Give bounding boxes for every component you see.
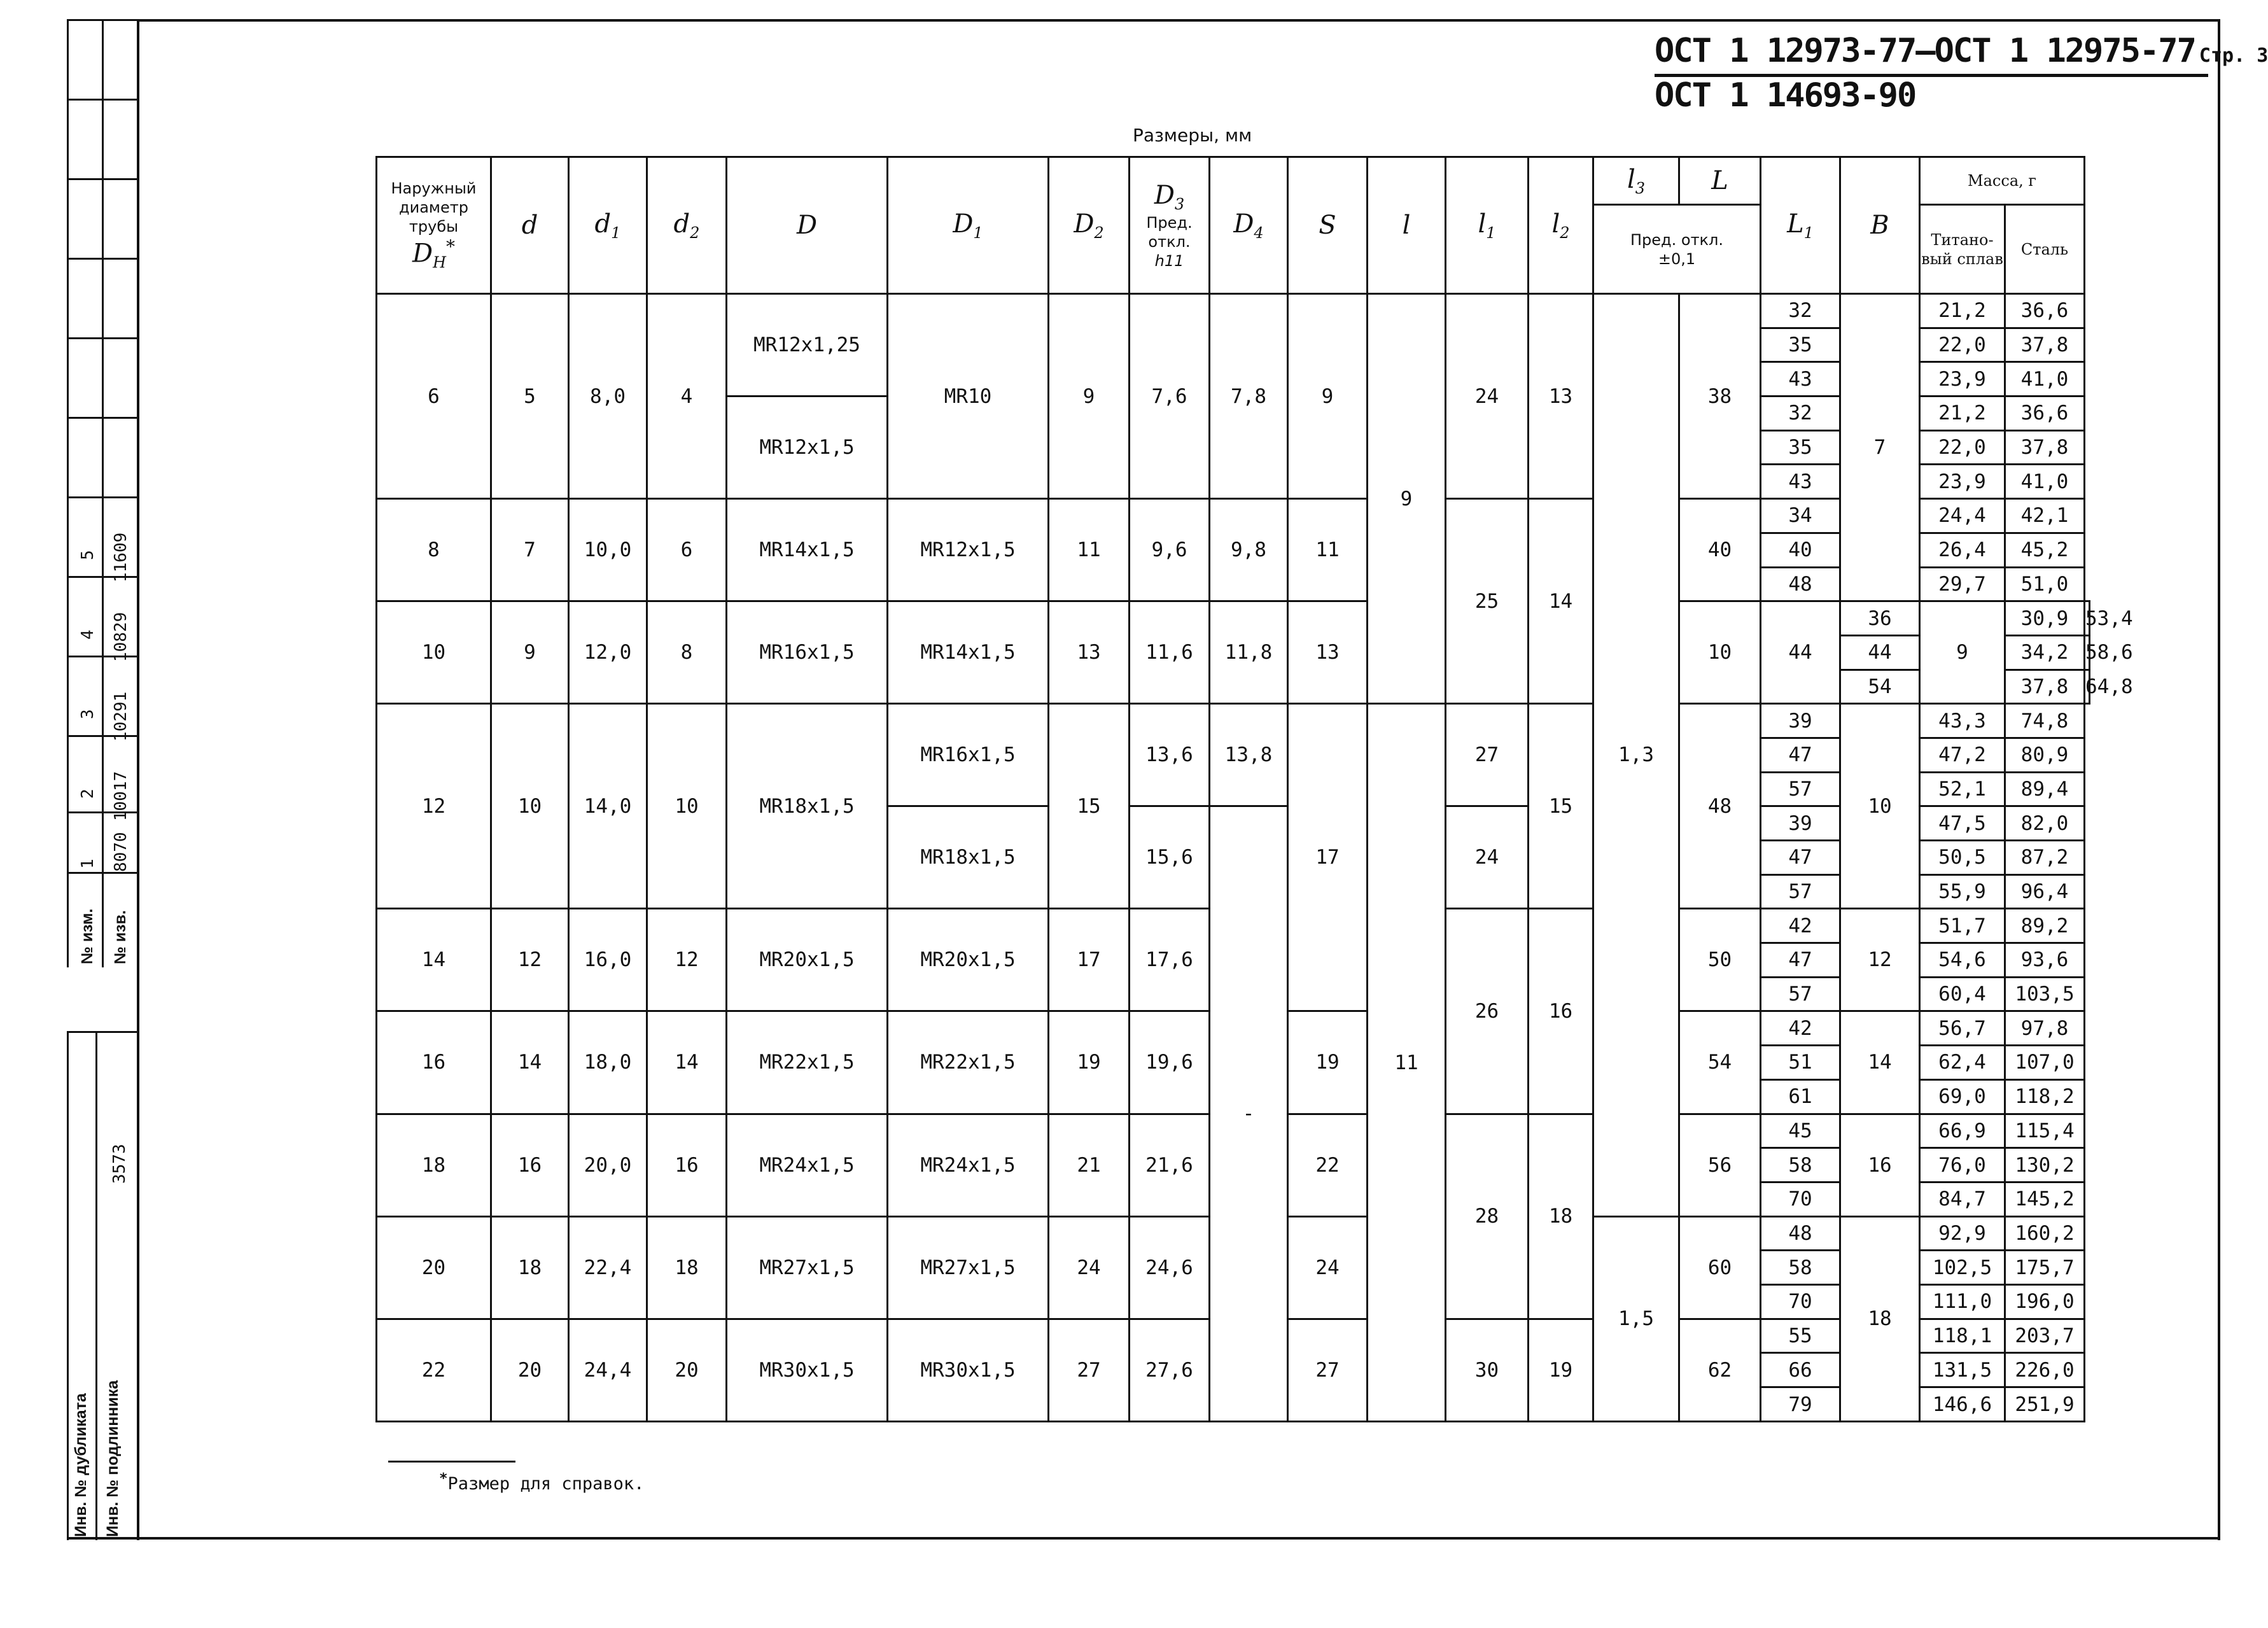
table-cell: 20,0 <box>569 1114 647 1216</box>
table-cell: 21,6 <box>1130 1114 1210 1216</box>
table-cell: 19 <box>1529 1319 1593 1421</box>
col-D: D <box>727 157 888 294</box>
table-cell: 1,3 <box>1593 294 1679 1217</box>
mass-titanium-cell: 102,5 <box>1920 1251 2005 1285</box>
original-inventory-label: Инв. № подлинника <box>104 1380 122 1537</box>
table-cell: 6 <box>377 294 491 499</box>
table-cell: 24,6 <box>1130 1216 1210 1319</box>
mass-steel-cell: 53,4 <box>2085 601 2090 636</box>
table-cell: 16 <box>647 1114 727 1216</box>
mass-titanium-cell: 29,7 <box>1920 567 2005 601</box>
col-L: L <box>1679 157 1761 205</box>
l1-length-cell: 35 <box>1761 328 1840 362</box>
mass-titanium-cell: 23,9 <box>1920 362 2005 396</box>
mass-steel-cell: 89,2 <box>2005 909 2085 943</box>
l1-length-cell: 34 <box>1761 499 1840 533</box>
table-cell: 18 <box>491 1216 569 1319</box>
mass-steel-cell: 36,6 <box>2005 294 2085 328</box>
notice-3: 10291 <box>111 691 130 741</box>
mass-titanium-cell: 43,3 <box>1920 704 2005 738</box>
table-cell: 19 <box>1049 1011 1130 1114</box>
table-cell: 24 <box>1446 294 1529 499</box>
table-cell: MR30x1,5 <box>888 1319 1049 1421</box>
table-cell: 7,6 <box>1130 294 1210 499</box>
table-cell: 13 <box>1529 294 1593 499</box>
col-d2: $d_2$ <box>647 157 727 294</box>
table-cell: MR24x1,5 <box>888 1114 1049 1216</box>
l1-length-cell: 42 <box>1761 1011 1840 1046</box>
table-cell: 48 <box>1679 704 1761 909</box>
table-cell: 14 <box>1529 499 1593 704</box>
table-cell: 13,8 <box>1210 704 1288 806</box>
table-row <box>377 704 2090 738</box>
mass-steel-cell: 107,0 <box>2005 1046 2085 1080</box>
mass-steel-cell: 226,0 <box>2005 1353 2085 1387</box>
table-cell: 18 <box>377 1114 491 1216</box>
table-cell: MR10 <box>888 294 1049 499</box>
table-cell: 38 <box>1679 294 1761 499</box>
mass-titanium-cell: 22,0 <box>1920 328 2005 362</box>
mass-titanium-cell: 52,1 <box>1920 772 2005 806</box>
table-cell: 4 <box>647 294 727 499</box>
table-cell: 16 <box>1840 1114 1920 1216</box>
col-D2: $D_2$ <box>1049 157 1130 294</box>
table-cell: 18 <box>1529 1114 1593 1319</box>
l1-length-cell: 36 <box>1840 601 1920 636</box>
table-cell: 11,8 <box>1210 601 1288 704</box>
table-cell: MR27x1,5 <box>888 1216 1049 1319</box>
table-cell: 15,6 <box>1130 806 1210 909</box>
mass-steel-cell: 37,8 <box>2005 328 2085 362</box>
table-cell: 9 <box>1920 601 2005 704</box>
l1-length-cell: 58 <box>1761 1148 1840 1182</box>
mass-titanium-cell: 69,0 <box>1920 1079 2005 1114</box>
col-outer-diameter-label: Наружный диаметр трубы <box>391 179 477 236</box>
mass-steel-cell: 160,2 <box>2005 1216 2085 1251</box>
col-D1: $D_1$ <box>888 157 1049 294</box>
table-cell: MR14x1,5 <box>727 499 888 601</box>
table-cell: 20 <box>377 1216 491 1319</box>
table-cell: 60 <box>1679 1216 1761 1319</box>
table-cell: 50 <box>1679 909 1761 1011</box>
table-cell: 9 <box>1288 294 1368 499</box>
table-cell: 12 <box>377 704 491 909</box>
table-cell: 18 <box>647 1216 727 1319</box>
l1-length-cell: 79 <box>1761 1387 1840 1422</box>
table-cell: 7 <box>1840 294 1920 601</box>
l1-length-cell: 57 <box>1761 772 1840 806</box>
mass-titanium-cell: 47,2 <box>1920 738 2005 772</box>
table-cell: 26 <box>1446 909 1529 1114</box>
table-cell: MR22x1,5 <box>727 1011 888 1114</box>
table-cell: 16,0 <box>569 909 647 1011</box>
mass-titanium-cell: 23,9 <box>1920 465 2005 499</box>
change-1: 1 <box>78 859 97 869</box>
table-cell: 9,6 <box>1130 499 1210 601</box>
mass-titanium-cell: 55,9 <box>1920 874 2005 909</box>
mass-titanium-cell: 37,8 <box>2005 670 2085 704</box>
mass-titanium-cell: 47,5 <box>1920 806 2005 841</box>
table-cell: 24 <box>1288 1216 1368 1319</box>
mass-titanium-cell: 111,0 <box>1920 1284 2005 1319</box>
mass-steel-cell: 51,0 <box>2005 567 2085 601</box>
l1-length-cell: 48 <box>1761 567 1840 601</box>
table-cell: 22 <box>1288 1114 1368 1216</box>
table-cell: 17 <box>1049 909 1130 1011</box>
l1-length-cell: 40 <box>1761 533 1840 567</box>
l1-length-cell: 44 <box>1840 635 1920 670</box>
table-row <box>377 294 2090 328</box>
table-cell: 19,6 <box>1130 1011 1210 1114</box>
col-S: S <box>1288 157 1368 294</box>
notice-number-label: № изв. <box>111 910 129 964</box>
notice-5: 11609 <box>111 532 130 582</box>
table-cell: 14,0 <box>569 704 647 909</box>
table-cell: 24 <box>1446 806 1529 909</box>
table-cell: 40 <box>1679 499 1761 601</box>
mass-titanium-cell: 146,6 <box>1920 1387 2005 1422</box>
table-cell: 11 <box>1368 704 1446 1422</box>
l1-length-cell: 54 <box>1840 670 1920 704</box>
l1-length-cell: 45 <box>1761 1114 1840 1148</box>
table-cell: MR12x1,5 <box>888 499 1049 601</box>
col-l3-L-tolerance: Пред. откл. ±0,1 <box>1593 205 1761 294</box>
table-cell: 20 <box>647 1319 727 1421</box>
col-outer-diameter: Наружный диаметр трубы $D_H^*$ <box>377 157 491 294</box>
table-cell: 10 <box>377 601 491 704</box>
table-cell: 9 <box>491 601 569 704</box>
table-cell: MR20x1,5 <box>727 909 888 1011</box>
page-label: Стр. 3 <box>2199 45 2268 67</box>
table-cell: 14 <box>377 909 491 1011</box>
table-cell: 12 <box>1840 909 1920 1011</box>
col-mass: Масса, г <box>1920 157 2085 205</box>
table-cell: 16 <box>491 1114 569 1216</box>
table-cell: 30 <box>1446 1319 1529 1421</box>
mass-steel-cell: 41,0 <box>2005 362 2085 396</box>
table-cell: 20 <box>491 1319 569 1421</box>
mass-titanium-cell: 22,0 <box>1920 430 2005 465</box>
side-stamp <box>67 19 137 1540</box>
table-cell: MR27x1,5 <box>727 1216 888 1319</box>
table-cell: MR22x1,5 <box>888 1011 1049 1114</box>
table-cell: 27 <box>1446 704 1529 806</box>
table-body <box>377 294 2133 1422</box>
table-row <box>377 601 2090 636</box>
table-cell: MR30x1,5 <box>727 1319 888 1421</box>
change-2: 2 <box>78 789 97 799</box>
mass-steel-cell: 175,7 <box>2005 1251 2085 1285</box>
dimensions-table <box>375 156 2133 1422</box>
mass-steel-cell: 37,8 <box>2005 430 2085 465</box>
table-cell: 15 <box>1049 704 1130 909</box>
footnote-rule <box>388 1461 515 1463</box>
l1-length-cell: 70 <box>1761 1284 1840 1319</box>
mass-steel-cell: 196,0 <box>2005 1284 2085 1319</box>
duplicate-inventory-label: Инв. № дубликата <box>72 1393 90 1537</box>
mass-titanium-cell: 118,1 <box>1920 1319 2005 1353</box>
l1-length-cell: 47 <box>1761 738 1840 772</box>
mass-steel-cell: 130,2 <box>2005 1148 2085 1182</box>
mass-titanium-cell: 84,7 <box>1920 1182 2005 1216</box>
mass-titanium-cell: 50,5 <box>1920 841 2005 875</box>
table-cell: 7,8 <box>1210 294 1288 499</box>
mass-steel-cell: 115,4 <box>2005 1114 2085 1148</box>
table-cell: 10,0 <box>569 499 647 601</box>
table-cell: MR16x1,5 <box>727 601 888 704</box>
table-cell: MR14x1,5 <box>888 601 1049 704</box>
table-cell: MR12x1,25 <box>727 294 888 396</box>
table-cell: 13,6 <box>1130 704 1210 806</box>
mass-titanium-cell: 26,4 <box>1920 533 2005 567</box>
col-mass-ti: Титано-вый сплав <box>1920 205 2005 294</box>
mass-steel-cell: 41,0 <box>2005 465 2085 499</box>
col-mass-steel: Сталь <box>2005 205 2085 294</box>
mass-titanium-cell: 54,6 <box>1920 943 2005 978</box>
mass-steel-cell: 103,5 <box>2005 977 2085 1011</box>
mass-steel-cell: 58,6 <box>2085 635 2090 670</box>
mass-steel-cell: 45,2 <box>2005 533 2085 567</box>
standard-number-line-1 <box>1655 32 2268 70</box>
col-l3: $l_3$ <box>1593 157 1679 205</box>
table-cell: 8,0 <box>569 294 647 499</box>
table-cell: 17,6 <box>1130 909 1210 1011</box>
col-D4: $D_4$ <box>1210 157 1288 294</box>
mass-titanium-cell: 24,4 <box>1920 499 2005 533</box>
table-cell: 27 <box>1288 1319 1368 1421</box>
table-cell: 6 <box>647 499 727 601</box>
col-l: l <box>1368 157 1446 294</box>
mass-steel-cell: 93,6 <box>2005 943 2085 978</box>
table-cell: 9 <box>1049 294 1130 499</box>
frame-left <box>137 19 139 1540</box>
mass-steel-cell: 74,8 <box>2005 704 2085 738</box>
table-cell: 27 <box>1049 1319 1130 1421</box>
mass-titanium-cell: 76,0 <box>1920 1148 2005 1182</box>
table-cell: 10 <box>1840 704 1920 909</box>
l1-length-cell: 51 <box>1761 1046 1840 1080</box>
notice-4: 10829 <box>111 612 130 662</box>
table-cell: 56 <box>1679 1114 1761 1216</box>
table-cell: 28 <box>1446 1114 1529 1319</box>
notice-1: 8070 <box>111 832 130 872</box>
l1-length-cell: 39 <box>1761 806 1840 841</box>
mass-titanium-cell: 30,9 <box>2005 601 2085 636</box>
table-cell: 16 <box>377 1011 491 1114</box>
change-5: 5 <box>78 550 97 560</box>
table-cell: 11 <box>1049 499 1130 601</box>
mass-titanium-cell: 66,9 <box>1920 1114 2005 1148</box>
mass-titanium-cell: 51,7 <box>1920 909 2005 943</box>
l1-length-cell: 58 <box>1761 1251 1840 1285</box>
mass-titanium-cell: 92,9 <box>1920 1216 2005 1251</box>
table-cell: 27,6 <box>1130 1319 1210 1421</box>
change-number-label: № изм. <box>78 908 96 964</box>
table-cell: 10 <box>647 704 727 909</box>
footnote <box>439 1470 644 1494</box>
table-cell: 24,4 <box>569 1319 647 1421</box>
col-B: B <box>1840 157 1920 294</box>
frame-right <box>2218 19 2220 1540</box>
table-cell: 19 <box>1288 1011 1368 1114</box>
l1-length-cell: 48 <box>1761 1216 1840 1251</box>
table-cell: 10 <box>491 704 569 909</box>
l1-length-cell: 70 <box>1761 1182 1840 1216</box>
mass-steel-cell: 82,0 <box>2005 806 2085 841</box>
table-cell: 24 <box>1049 1216 1130 1319</box>
table-cell: 14 <box>647 1011 727 1114</box>
mass-titanium-cell: 131,5 <box>1920 1353 2005 1387</box>
table-cell: 1,5 <box>1593 1216 1679 1421</box>
mass-titanium-cell: 34,2 <box>2005 635 2085 670</box>
table-cell: 15 <box>1529 704 1593 909</box>
table-cell: 25 <box>1446 499 1529 704</box>
mass-steel-cell: 87,2 <box>2005 841 2085 875</box>
table-cell: 62 <box>1679 1319 1761 1421</box>
table-cell: 11,6 <box>1130 601 1210 704</box>
standard-number-line-2: ОСТ 1 14693-90 <box>1655 76 1916 115</box>
mass-steel-cell: 80,9 <box>2005 738 2085 772</box>
l1-length-cell: 57 <box>1761 874 1840 909</box>
mass-steel-cell: 96,4 <box>2005 874 2085 909</box>
standard-range: ОСТ 1 12973-77—ОСТ 1 12975-77 <box>1655 32 2195 70</box>
table-cell: MR20x1,5 <box>888 909 1049 1011</box>
notice-2: 10017 <box>111 771 130 821</box>
l1-length-cell: 43 <box>1761 362 1840 396</box>
table-cell: 21 <box>1049 1114 1130 1216</box>
change-4: 4 <box>78 629 97 640</box>
l1-length-cell: 66 <box>1761 1353 1840 1387</box>
table-cell: MR16x1,5 <box>888 704 1049 806</box>
mass-steel-cell: 89,4 <box>2005 772 2085 806</box>
table-cell: MR18x1,5 <box>888 806 1049 909</box>
table-cell: 13 <box>1049 601 1130 704</box>
mass-steel-cell: 42,1 <box>2005 499 2085 533</box>
table-cell: 9,8 <box>1210 499 1288 601</box>
col-d: d <box>491 157 569 294</box>
mass-steel-cell: 36,6 <box>2005 396 2085 431</box>
table-cell: 8 <box>647 601 727 704</box>
mass-steel-cell: 97,8 <box>2005 1011 2085 1046</box>
table-caption: Размеры, мм <box>1133 125 1252 146</box>
table-cell: 9 <box>1368 294 1446 704</box>
table-cell: 18,0 <box>569 1011 647 1114</box>
table-cell: 7 <box>491 499 569 601</box>
mass-steel-cell: 118,2 <box>2005 1079 2085 1114</box>
l1-length-cell: 32 <box>1761 294 1840 328</box>
table-cell: 14 <box>1840 1011 1920 1114</box>
footnote-text: Размер для справок. <box>447 1474 645 1494</box>
frame-bottom <box>67 1537 2220 1540</box>
mass-steel-cell: 145,2 <box>2005 1182 2085 1216</box>
original-inventory-number: 3573 <box>110 1144 129 1184</box>
table-cell: 54 <box>1679 1011 1761 1114</box>
table-cell: 12 <box>491 909 569 1011</box>
l1-length-cell: 57 <box>1761 977 1840 1011</box>
mass-steel-cell: 251,9 <box>2005 1387 2085 1422</box>
mass-titanium-cell: 21,2 <box>1920 396 2005 431</box>
table-cell: 12,0 <box>569 601 647 704</box>
mass-titanium-cell: 60,4 <box>1920 977 2005 1011</box>
frame-top <box>137 19 2218 22</box>
mass-titanium-cell: 56,7 <box>1920 1011 2005 1046</box>
mass-titanium-cell: 21,2 <box>1920 294 2005 328</box>
l1-length-cell: 47 <box>1761 943 1840 978</box>
col-l2: $l_2$ <box>1529 157 1593 294</box>
l1-length-cell: 32 <box>1761 396 1840 431</box>
l1-length-cell: 55 <box>1761 1319 1840 1353</box>
col-L1: $L_1$ <box>1761 157 1840 294</box>
mass-steel-cell: 203,7 <box>2005 1319 2085 1353</box>
col-l1: $l_1$ <box>1446 157 1529 294</box>
footnote-mark: * <box>439 1470 448 1487</box>
col-D3: $D_3$ Пред. откл. h11 <box>1130 157 1210 294</box>
table-cell: MR24x1,5 <box>727 1114 888 1216</box>
table-cell: 22 <box>377 1319 491 1421</box>
table-cell: 18 <box>1840 1216 1920 1421</box>
table-cell: 10 <box>1679 601 1761 704</box>
table-cell: 44 <box>1761 601 1840 704</box>
table-cell: 12 <box>647 909 727 1011</box>
l1-length-cell: 61 <box>1761 1079 1840 1114</box>
table-cell: 13 <box>1288 601 1368 704</box>
l1-length-cell: 47 <box>1761 841 1840 875</box>
col-d1: $d_1$ <box>569 157 647 294</box>
table-cell: 22,4 <box>569 1216 647 1319</box>
table-head <box>377 157 2090 294</box>
table-cell: MR18x1,5 <box>727 704 888 909</box>
table-cell: 17 <box>1288 704 1368 1011</box>
l1-length-cell: 42 <box>1761 909 1840 943</box>
mass-titanium-cell: 62,4 <box>1920 1046 2005 1080</box>
mass-steel-cell: 64,8 <box>2085 670 2090 704</box>
l1-length-cell: 35 <box>1761 430 1840 465</box>
table-cell: MR12x1,5 <box>727 396 888 499</box>
table-cell: 5 <box>491 294 569 499</box>
table-cell: 16 <box>1529 909 1593 1114</box>
table-row <box>377 499 2090 533</box>
table-cell: 8 <box>377 499 491 601</box>
l1-length-cell: 39 <box>1761 704 1840 738</box>
table-cell: 11 <box>1288 499 1368 601</box>
page-header <box>1655 32 2268 121</box>
l1-length-cell: 43 <box>1761 465 1840 499</box>
table-cell: - <box>1210 806 1288 1422</box>
change-3: 3 <box>78 709 97 719</box>
table-cell: 14 <box>491 1011 569 1114</box>
